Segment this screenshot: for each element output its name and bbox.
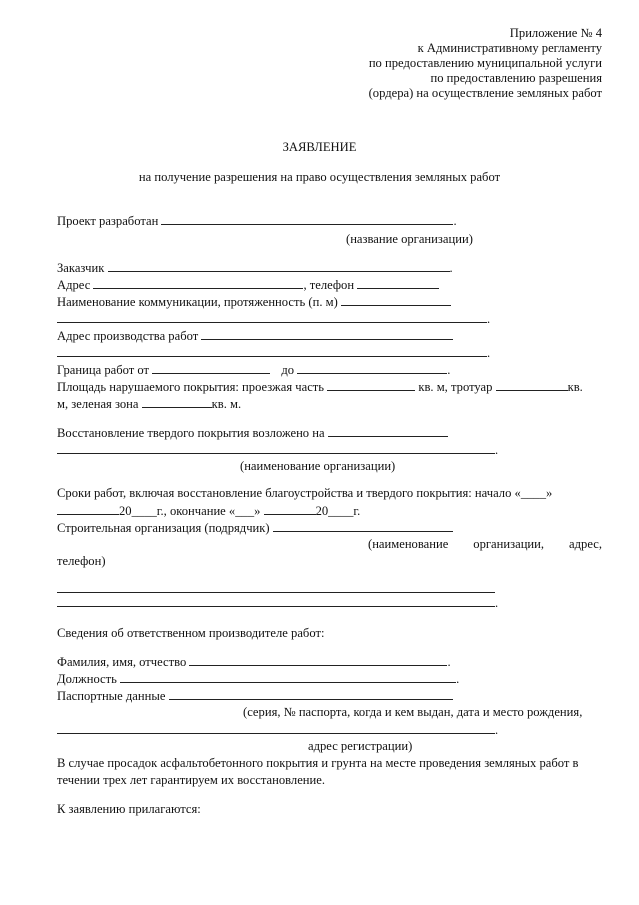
work-address-field[interactable] xyxy=(201,328,453,340)
contractor-field[interactable] xyxy=(273,520,453,532)
document-title: ЗАЯВЛЕНИЕ xyxy=(282,140,357,154)
area-unit: кв. м, xyxy=(418,380,448,394)
appendix-line-regulation: к Административному регламенту xyxy=(417,41,602,55)
work-address-row xyxy=(57,328,453,344)
end-year-label: 20____г. xyxy=(315,504,361,518)
passport-label: Паспортные данные xyxy=(57,689,166,703)
work-address-label: Адрес производства работ xyxy=(57,329,199,343)
communications-field-line2[interactable] xyxy=(57,311,487,323)
appendix-line-order: (ордера) на осуществление земляных работ xyxy=(368,86,602,100)
dot: . xyxy=(456,672,460,686)
area-unit-2: кв. xyxy=(567,380,583,394)
contractor-extra-line-2[interactable] xyxy=(57,595,495,607)
dot: . xyxy=(495,723,499,737)
contractor-caption-line2: телефон) xyxy=(57,554,106,568)
passport-field[interactable] xyxy=(169,688,453,700)
restoration-caption: (наименование организации) xyxy=(240,459,396,473)
work-address-field-line2[interactable] xyxy=(57,345,487,357)
restoration-row xyxy=(57,425,448,441)
passport-caption: (серия, № паспорта, когда и кем выдан, дата и место рождения, xyxy=(243,705,583,719)
guarantee-line-2: течении трех лет гарантируем их восстановление. xyxy=(57,773,326,787)
passport-row xyxy=(57,688,453,704)
caption-word: (наименование xyxy=(368,537,449,551)
appendix-line-permit: по предоставлению разрешения xyxy=(430,71,602,85)
appendix-line-service: по предоставлению муниципальной услуги xyxy=(368,56,602,70)
dot: . xyxy=(447,655,451,669)
communications-continuation xyxy=(57,311,490,327)
document-subtitle: на получение разрешения на право осуществления земляных работ xyxy=(138,170,501,184)
restoration-continuation xyxy=(57,442,498,458)
area-row xyxy=(57,379,583,395)
passport-field-line2[interactable] xyxy=(57,722,495,734)
dot: . xyxy=(453,214,457,228)
address-label: Адрес xyxy=(57,278,91,292)
terms-row: Сроки работ, включая восстановление благоустройства и твердого покрытия: начало «____» xyxy=(57,486,553,500)
area-green-field[interactable] xyxy=(142,396,212,408)
boundary-from-field[interactable] xyxy=(152,362,270,374)
contractor-extra-line-1[interactable] xyxy=(57,592,495,593)
full-name-field[interactable] xyxy=(189,654,447,666)
area-sidewalk-label: тротуар xyxy=(450,380,493,394)
position-row xyxy=(57,671,459,687)
project-caption: (название организации) xyxy=(346,232,473,246)
restoration-field[interactable] xyxy=(328,425,448,437)
project-organization-field[interactable] xyxy=(161,213,453,225)
area-roadway-field[interactable] xyxy=(327,379,415,391)
attachments-label: К заявлению прилагаются: xyxy=(57,802,201,816)
boundary-to-label: до xyxy=(281,363,295,377)
position-label: Должность xyxy=(57,672,117,686)
area-roadway-label: Площадь нарушаемого покрытия: проезжая часть xyxy=(57,380,325,394)
communications-label: Наименование коммуникации, протяженность (п. м) xyxy=(57,295,338,309)
dot: . xyxy=(447,363,451,377)
contractor-label: Строительная организация (подрядчик) xyxy=(57,521,270,535)
dot: . xyxy=(495,443,499,457)
end-date-field[interactable] xyxy=(264,503,316,515)
dot: . xyxy=(487,346,491,360)
caption-word: организации, xyxy=(473,537,545,551)
customer-label: Заказчик xyxy=(57,261,105,275)
area-sidewalk-field[interactable] xyxy=(496,379,568,391)
contractor-extra-line-2-row xyxy=(57,595,498,611)
full-name-label: Фамилия, имя, отчество xyxy=(57,655,187,669)
project-label: Проект разработан xyxy=(57,214,159,228)
passport-continuation xyxy=(57,722,498,738)
boundary-from-label: Граница работ от xyxy=(57,363,150,377)
area-row-2 xyxy=(57,396,241,412)
start-date-field[interactable] xyxy=(57,503,119,515)
customer-address-field[interactable] xyxy=(93,277,303,289)
start-year-label: 20____г., окончание «___» xyxy=(119,504,261,518)
caption-word: адрес, xyxy=(569,537,602,551)
communications-field[interactable] xyxy=(341,294,451,306)
contractor-caption xyxy=(368,537,602,552)
dot: . xyxy=(449,261,453,275)
restoration-field-line2[interactable] xyxy=(57,442,495,454)
area-green-label: м, зеленая зона xyxy=(57,397,139,411)
contractor-row xyxy=(57,520,453,536)
customer-row xyxy=(57,260,453,276)
restoration-label: Восстановление твердого покрытия возложено на xyxy=(57,426,325,440)
project-row xyxy=(57,213,457,229)
appendix-number: Приложение № 4 xyxy=(509,26,602,40)
address-row xyxy=(57,277,439,293)
phone-label: , телефон xyxy=(303,278,355,292)
guarantee-line-1: В случае просадок асфальтобетонного покрытия и грунта на месте проведения земляных работ в xyxy=(57,756,579,770)
boundary-to-field[interactable] xyxy=(297,362,447,374)
position-field[interactable] xyxy=(120,671,456,683)
dot: . xyxy=(487,312,491,326)
work-address-continuation xyxy=(57,345,490,361)
terms-row-2 xyxy=(57,503,360,519)
boundary-row xyxy=(57,362,450,378)
area-unit-3: кв. м. xyxy=(211,397,242,411)
dot: . xyxy=(495,596,499,610)
full-name-row xyxy=(57,654,451,670)
customer-field[interactable] xyxy=(108,260,450,272)
registration-caption: адрес регистрации) xyxy=(308,739,413,753)
responsible-heading: Сведения об ответственном производителе работ: xyxy=(57,626,325,640)
customer-phone-field[interactable] xyxy=(357,277,439,289)
communications-row xyxy=(57,294,451,310)
